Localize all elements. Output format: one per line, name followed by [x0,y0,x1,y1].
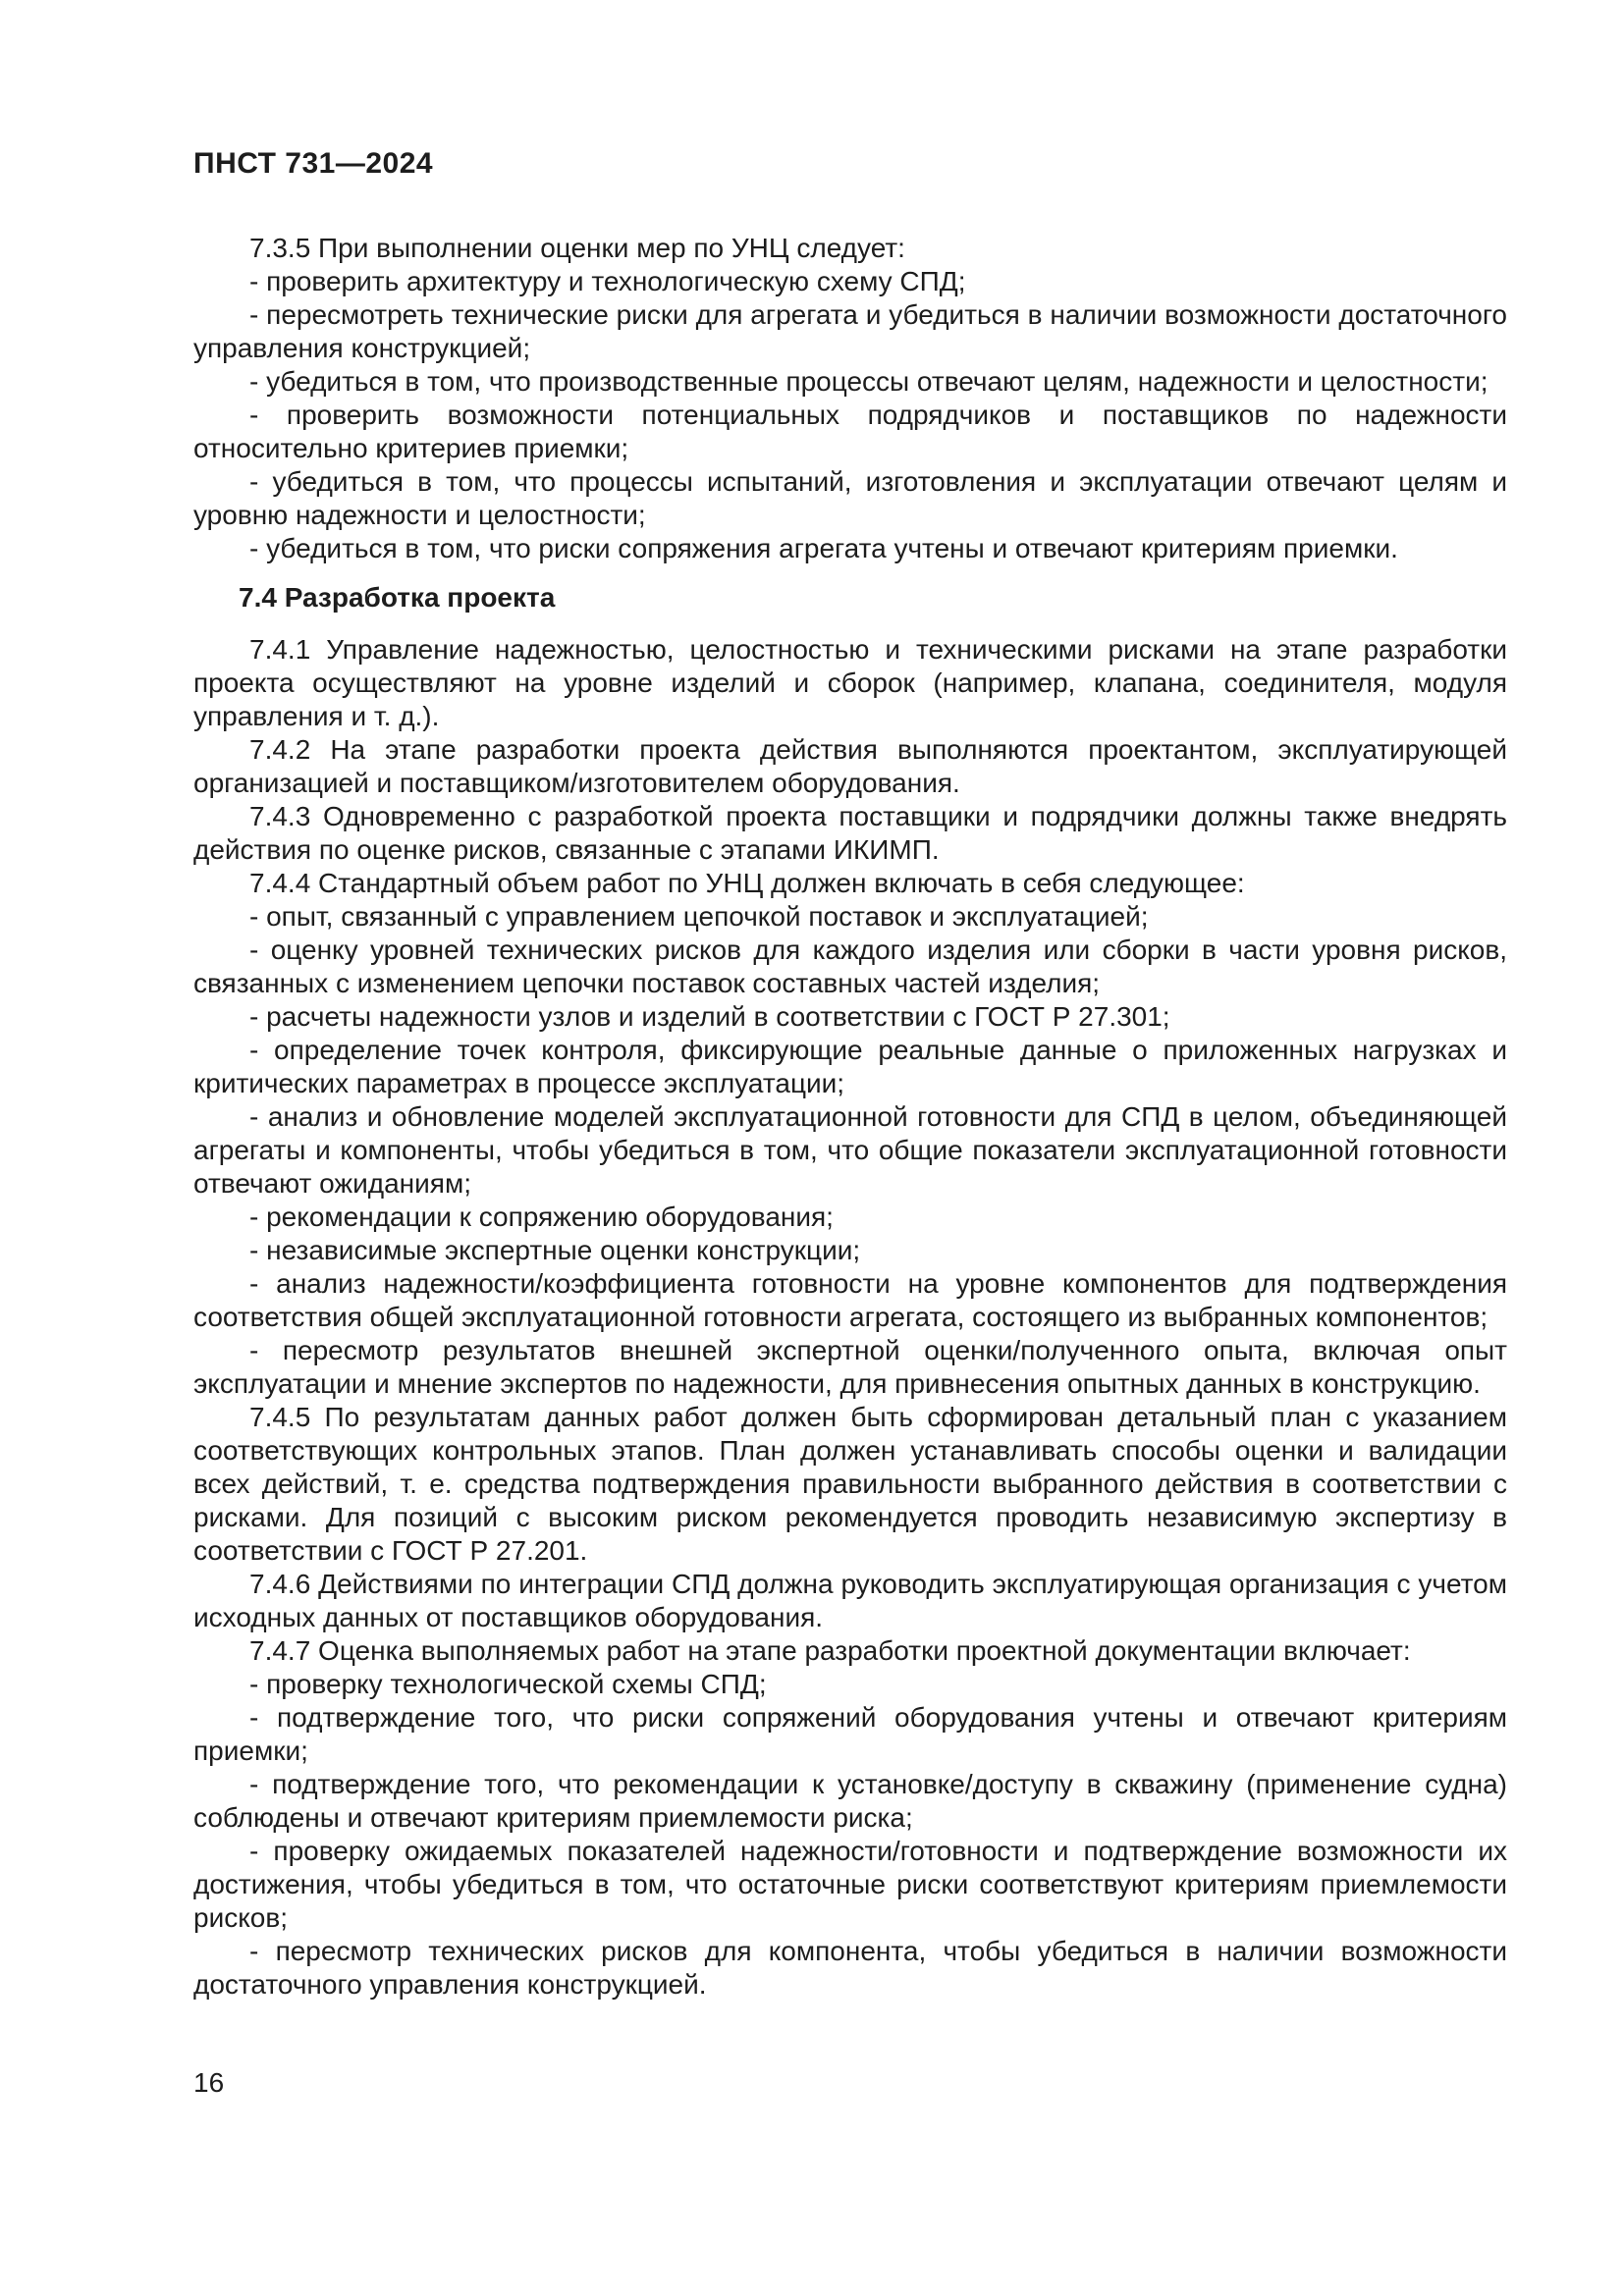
list-item: - анализ надежности/коэффициента готовности на уровне компонентов для подтверждения соответствия общей эксплуатационной готовности агрегата, состоящего из выбранных компонентов; [193,1268,1507,1332]
list-item: - пересмотр технических рисков для компонента, чтобы убедиться в наличии возможности достаточного управления конструкцией. [193,1936,1507,2000]
list-item: - убедиться в том, что риски сопряжения агрегата учтены и отвечают критериям приемки. [249,533,1398,563]
page-number: 16 [193,2067,225,2098]
list-item: - подтверждение того, что рекомендации к установке/доступу в скважину (применение судна) соблюдены и отвечают критериям приемлемости риска; [193,1769,1507,1833]
list-item: - определение точек контроля, фиксирующие реальные данные о приложенных нагрузках и критических параметрах в процессе эксплуатации; [193,1035,1507,1098]
paragraph: 7.4.3 Одновременно с разработкой проекта поставщики и подрядчики должны также внедрять действия по оценке рисков, связанные с этапами ИКИМП. [193,801,1507,865]
list-item: - подтверждение того, что риски сопряжений оборудования учтены и отвечают критериям приемки; [193,1702,1507,1766]
list-item: - проверку технологической схемы СПД; [249,1669,767,1699]
list-item: - рекомендации к сопряжению оборудования; [249,1201,834,1232]
heading: 7.4 Разработка проекта [239,582,556,613]
list-item: - расчеты надежности узлов и изделий в соответствии с ГОСТ Р 27.301; [249,1001,1170,1032]
paragraph: 7.4.1 Управление надежностью, целостностью и техническими рисками на этапе разработки проекта осуществляют на уровне изделий и сборок (например, клапана, соединителя, модуля управления и т. д.). [193,634,1507,731]
list-item: - пересмотреть технические риски для агрегата и убедиться в наличии возможности достаточного управления конструкцией; [193,299,1507,363]
list-item: - проверку ожидаемых показателей надежности/готовности и подтверждение возможности их достижения, чтобы убедиться в том, что остаточные риски соответствуют критериям приемлемости рисков; [193,1836,1507,1933]
list-item: - пересмотр результатов внешней экспертной оценки/полученного опыта, включая опыт эксплуатации и мнение экспертов по надежности, для привнесения опытных данных в конструкцию. [193,1335,1507,1399]
paragraph: 7.4.7 Оценка выполняемых работ на этапе разработки проектной документации включает: [249,1635,1411,1666]
paragraph: 7.4.6 Действиями по интеграции СПД должна руководить эксплуатирующая организация с учетом исходных данных от поставщиков оборудования. [193,1569,1507,1632]
paragraph: 7.4.4 Стандартный объем работ по УНЦ должен включать в себя следующее: [249,868,1245,898]
list-item: - оценку уровней технических рисков для каждого изделия или сборки в части уровня рисков, связанных с изменением цепочки поставок составных частей изделия; [193,934,1507,998]
list-item: - убедиться в том, что процессы испытаний, изготовления и эксплуатации отвечают целям и уровню надежности и целостности; [193,466,1507,530]
paragraph: 7.3.5 При выполнении оценки мер по УНЦ следует: [249,233,905,263]
list-item: - анализ и обновление моделей эксплуатационной готовности для СПД в целом, объединяющей агрегаты и компоненты, чтобы убедиться в том, что общие показатели эксплуатационной готовности отвечают ожиданиям; [193,1101,1507,1199]
list-item: - проверить возможности потенциальных подрядчиков и поставщиков по надежности относительно критериев приемки; [193,400,1507,463]
list-item: - независимые экспертные оценки конструкции; [249,1235,861,1265]
paragraph: 7.4.2 На этапе разработки проекта действия выполняются проектантом, эксплуатирующей организацией и поставщиком/изготовителем оборудования. [193,734,1507,798]
list-item: - проверить архитектуру и технологическую схему СПД; [249,266,966,296]
list-item: - опыт, связанный с управлением цепочкой поставок и эксплуатацией; [249,901,1149,932]
document-body [193,232,1507,2002]
running-header: ПНСТ 731—2024 [193,147,434,180]
list-item: - убедиться в том, что производственные процессы отвечают целям, надежности и целостности; [249,366,1489,397]
paragraph: 7.4.5 По результатам данных работ должен быть сформирован детальный план с указанием соответствующих контрольных этапов. План должен устанавливать способы оценки и валидации всех действий, т. е. средства подтверждения правильности выбранного действия в соответствии с рисками. Для позиций с высоким риском рекомендуется проводить независимую экспертизу в соответствии с ГОСТ Р 27.201. [193,1402,1507,1566]
